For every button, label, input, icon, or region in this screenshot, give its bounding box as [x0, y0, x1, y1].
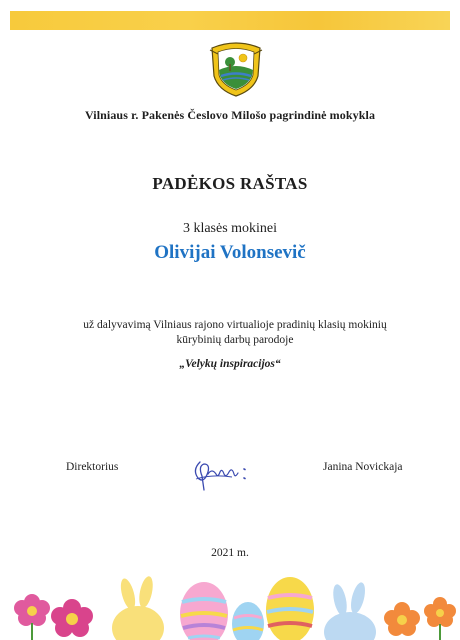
easter-decoration [0, 568, 460, 640]
event-name: „Velykų inspiracijos“ [179, 358, 281, 370]
pink-egg-icon [180, 582, 228, 640]
yellow-egg-icon [266, 577, 314, 640]
blue-bunny-icon [324, 581, 376, 640]
yellow-bunny-icon [112, 575, 164, 640]
recipient-name: Olivijai Volonsevič [154, 242, 306, 263]
document-title: PADĖKOS RAŠTAS [152, 174, 308, 193]
recipient-class: 3 klasės mokinei [182, 221, 278, 236]
top-decorative-border [10, 11, 450, 30]
handwritten-signature [188, 452, 252, 496]
orange-flower-right-icon [424, 597, 456, 640]
orange-flower-icon [384, 602, 420, 636]
blue-egg-icon [232, 602, 264, 640]
award-reason-line-1: už dalyvavimą Vilniaus rajono virtualioje pradinių klasių mokinių [83, 319, 387, 331]
signatory-name: Janina Novickaja [323, 461, 403, 473]
school-name: Vilniaus r. Pakenės Česlovo Milošo pagrindinė mokykla [84, 108, 376, 122]
award-reason-line-2: kūrybinių darbų parodoje [176, 334, 294, 346]
document-year: 2021 m. [211, 547, 249, 559]
signatory-role: Direktorius [66, 461, 119, 473]
award-reason [60, 318, 410, 348]
pink-flower-icon [51, 599, 93, 637]
school-crest-icon [208, 40, 264, 98]
pink-flower-left-icon [14, 594, 50, 640]
